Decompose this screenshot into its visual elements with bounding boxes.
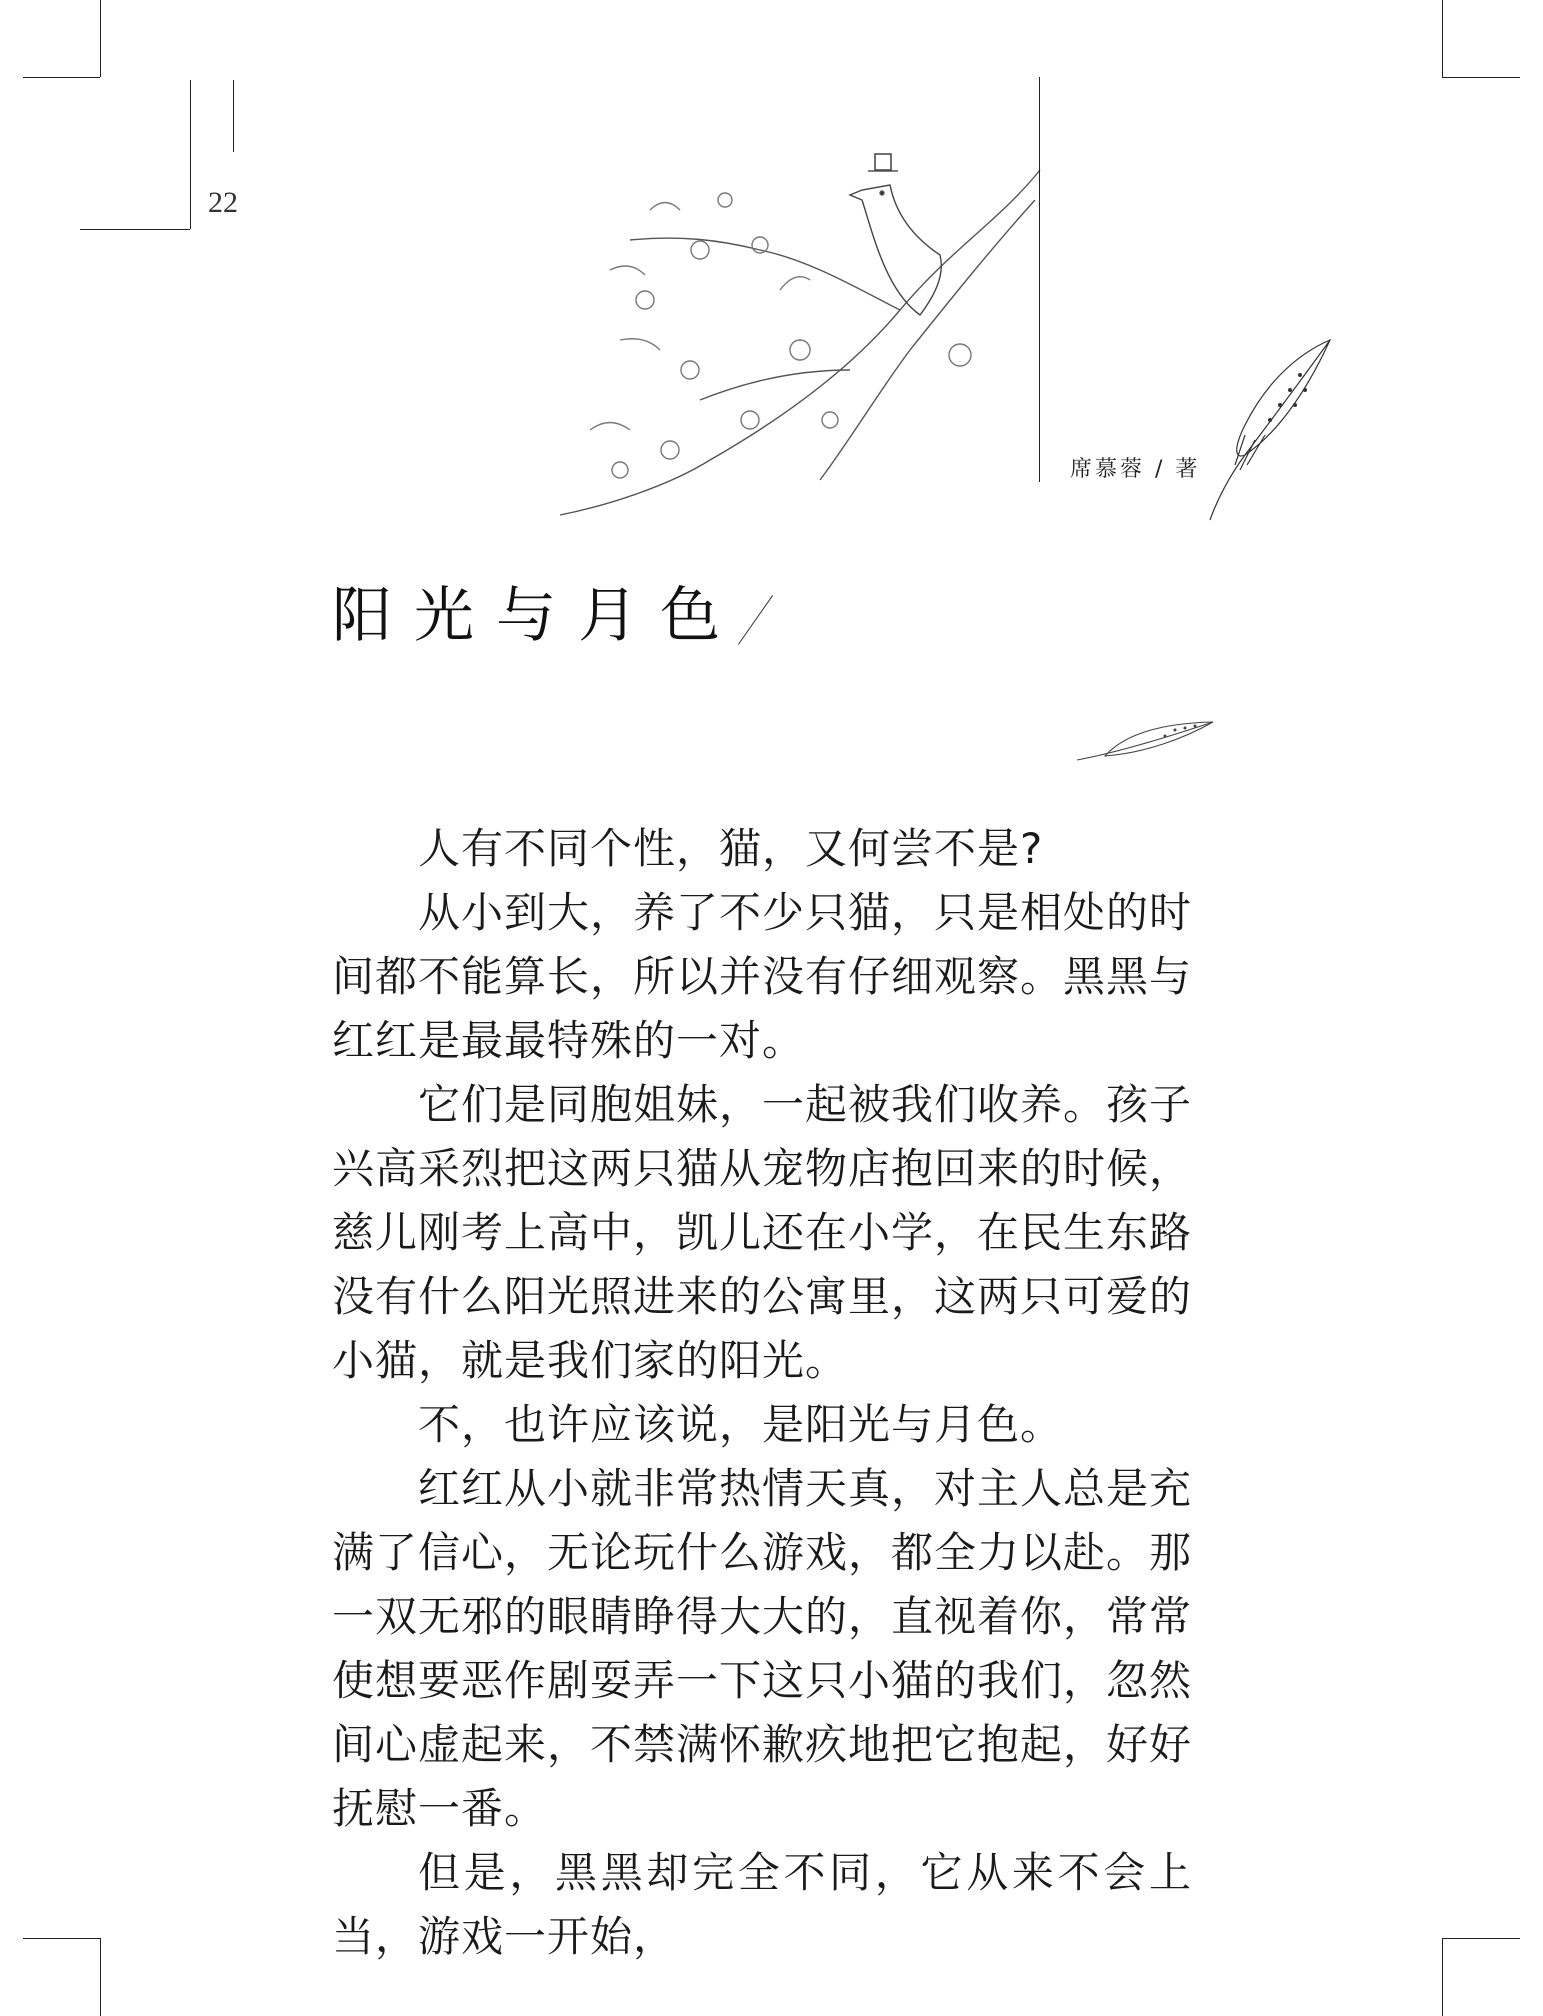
page-number: 22 — [208, 186, 238, 219]
crop-mark — [23, 1938, 100, 1939]
feather-icon — [1075, 718, 1215, 763]
vertical-rule — [1039, 77, 1040, 482]
paragraph: 它们是同胞姐妹，一起被我们收养。孩子兴高采烈把这两只猫从宠物店抱回来的时候，慈儿刚考上高中，凯儿还在小学，在民生东路没有什么阳光照进来的公寓里，这两只可爱的小猫，就是我们家的阳光。 — [332, 1080, 1193, 1385]
paragraph: 红红从小就非常热情天真，对主人总是充满了信心，无论玩什么游戏，都全力以赴。那一双无邪的眼睛睁得大大的，直视着你，常常使想要恶作剧耍弄一下这只小猫的我们，忽然间心虚起来，不禁满怀歉疚地把它抱起，好好抚慰一番。 — [332, 1464, 1193, 1833]
author-byline: 席慕蓉 / 著 — [1070, 457, 1201, 482]
title-slash-ornament — [738, 595, 773, 645]
crop-mark — [233, 80, 234, 152]
article-body — [332, 817, 1192, 1969]
crop-mark — [1442, 77, 1520, 78]
paragraph: 从小到大，养了不少只猫，只是相处的时间都不能算长，所以并没有仔细观察。黑黑与红红是最最特殊的一对。 — [332, 888, 1193, 1065]
paragraph: 人有不同个性，猫，又何尝不是? — [418, 824, 1044, 873]
crop-mark — [100, 0, 101, 77]
crop-mark — [100, 1938, 101, 2016]
crop-mark — [1442, 1938, 1443, 2016]
chapter-title: 阳光与月色 — [332, 581, 742, 651]
crop-mark — [23, 77, 100, 78]
bird-on-branch-illustration — [550, 140, 1045, 520]
feather-icon — [1205, 335, 1335, 525]
crop-mark — [1442, 1938, 1520, 1939]
paragraph: 不，也许应该说，是阳光与月色。 — [418, 1400, 1064, 1449]
crop-mark — [190, 80, 191, 229]
crop-mark — [1442, 0, 1443, 77]
crop-mark — [80, 229, 190, 230]
paragraph: 但是，黑黑却完全不同，它从来不会上当，游戏一开始， — [332, 1848, 1192, 1961]
